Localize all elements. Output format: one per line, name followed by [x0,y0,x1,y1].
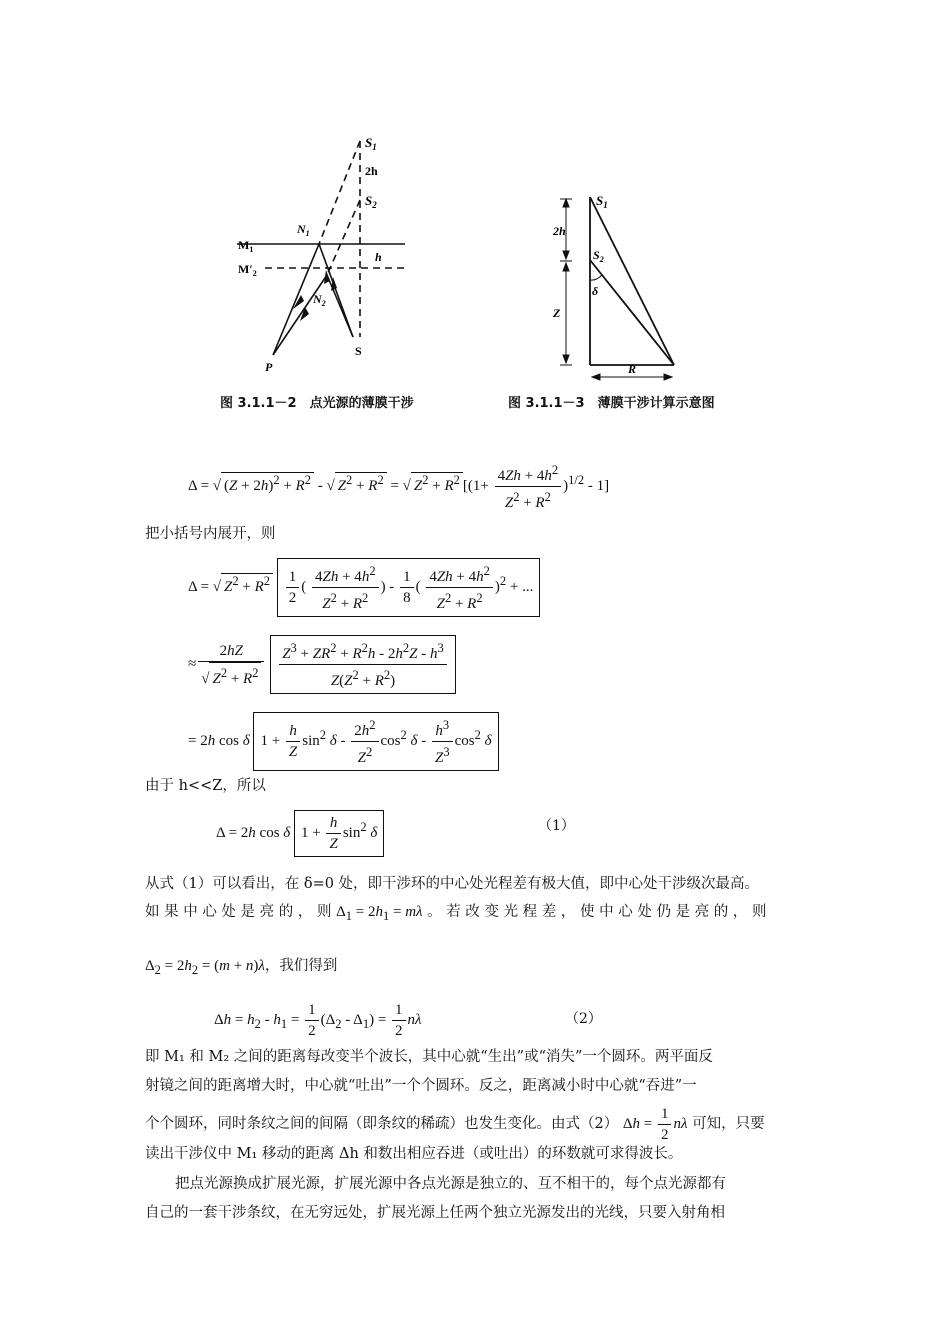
inline-eq-delta1: $\Delta_1 = 2h_1 = m\lambda$ [336,904,423,923]
ray-s2-point [590,260,674,365]
ray-n2-p [273,275,327,355]
paragraph2-line4: 读出干涉仪中 M₁ 移动的距离 Δh 和数出相应吞进（或吐出）的环数就可求得波长。 [145,1146,683,1162]
label-p: P [265,360,273,374]
delta-arc [590,275,602,280]
label-2h: 2h [553,224,566,238]
equation-2: $\Delta h = h_2 - h_1$ = $\frac{1}{2}$ $(\Delta_2 - \Delta_1)$ = $\frac{1}{2}$ nλ [214,1002,422,1039]
paragraph1-line2: 如 果 中 心 处 是 亮 的 ， 则 $\Delta_1 = 2h_1 = m\lambda$ 。 若 改 变 光 程 差 ， 使 中 心 处 仍 是 亮 的 ， 则 [145,904,767,923]
text-expand: 把小括号内展开，则 [145,526,276,542]
label-h: h [375,250,382,264]
label-m2: $M'_2$ [238,262,257,278]
ray-s1-dashed [319,141,360,244]
paragraph2-line1: 即 M₁ 和 M₂ 之间的距离每改变半个波长，其中心就“生出”或“消失”一个圆环。两平面反 [145,1049,713,1065]
label-2h: 2h [365,164,378,178]
equation-1: Δ = 2h cos δ 1 + $\frac{h}{Z}$ $\sin^2 \delta$ [216,810,384,857]
label-n2: $N_2$ [313,292,326,308]
paragraph2-line2: 射镜之间的距离增大时，中心就“吐出”一个个圆环。反之，距离减小时中心就“吞进”一 [145,1078,697,1094]
equation-series-expansion: Δ = √ $Z^2 + R^2$ $\frac{1}{2}$ ( $\frac{4Zh + 4h^2}{Z^2 + R^2}$ ) - $\frac{1}{8}$ ( $\frac{4Zh + 4h^2}{Z^2 + R^2}$ )$^2$ + ... [188,558,540,617]
equation-1-number: （1） [538,818,575,834]
label-r: R [628,362,637,376]
equation-approximation: ≈ $\frac{2hZ}{√ Z^2 + R^2}$ $\frac{Z^3 + ZR^2 + R^2h - 2h^2Z - h^3}{Z(Z^2 + R^2)}$ [188,635,456,694]
equation-cosine-form: = 2h cos δ 1 + $\frac{h}{Z}$ $\sin^2 \delta$ - $\frac{2h^2}{Z^2}$ $\cos^2 \delta$ - $\frac{h^3}{Z^3}$ $\cos^2 \delta$ [188,712,499,771]
figure-point-source-interference [205,125,435,385]
figure2-caption: 图 3.1.1－3 薄膜干涉计算示意图 [508,396,715,411]
equation-2-number: （2） [565,1011,602,1027]
equation-delta-definition: Δ = √ $(Z + 2h)^2 + R^2$ - √ $Z^2 + R^2$ = √ $Z^2 + R^2$ [(1+ $\frac{4Zh + 4h^2}{Z^2 + R^2}$ )$^{1/2}$ - 1] [188,460,609,513]
ray-s1-point [590,197,674,365]
inline-eq-delta-h: Δh = $\frac{1}{2}$ nλ [622,1106,688,1143]
paragraph1-line3: $\Delta_2 = 2h_2 = (m + n)\lambda$，我们得到 [145,958,338,977]
paragraph2-line3: 个个圆环，同时条纹之间的间隔（即条纹的稀疏）也发生变化。由式（2） Δh = $\frac{1}{2}$ nλ 可知，只要 [145,1106,765,1143]
paragraph1-line1: 从式（1）可以看出，在 δ=0 处，即干涉环的中心处光程差有极大值，即中心处干涉级次最高。 [145,876,760,892]
ray-s-n2 [327,275,353,337]
paragraph3-line1: 把点光源换成扩展光源，扩展光源中各点光源是独立的、互不相干的，每个点光源都有 [175,1176,726,1192]
label-m1: $M_1$ [238,238,254,254]
figure-thin-film-calculation [550,185,700,385]
text-since: 由于 h<<Z，所以 [145,778,266,794]
label-s: S [355,344,362,358]
label-s1: $S_1$ [365,135,377,152]
paragraph3-line2: 自己的一套干涉条纹，在无穷远处，扩展光源上任两个独立光源发出的光线，只要入射角相 [145,1205,725,1221]
label-s2: $S_2$ [593,248,604,264]
inline-eq-delta2: $\Delta_2 = 2h_2 = (m + n)\lambda$ [145,958,265,977]
label-delta: δ [592,284,599,298]
label-z: Z [553,306,561,320]
label-n1: $N_1$ [297,222,310,238]
label-s1: $S_1$ [596,193,608,210]
figure1-caption: 图 3.1.1－2 点光源的薄膜干涉 [220,396,414,411]
label-s2: $S_2$ [365,193,377,210]
